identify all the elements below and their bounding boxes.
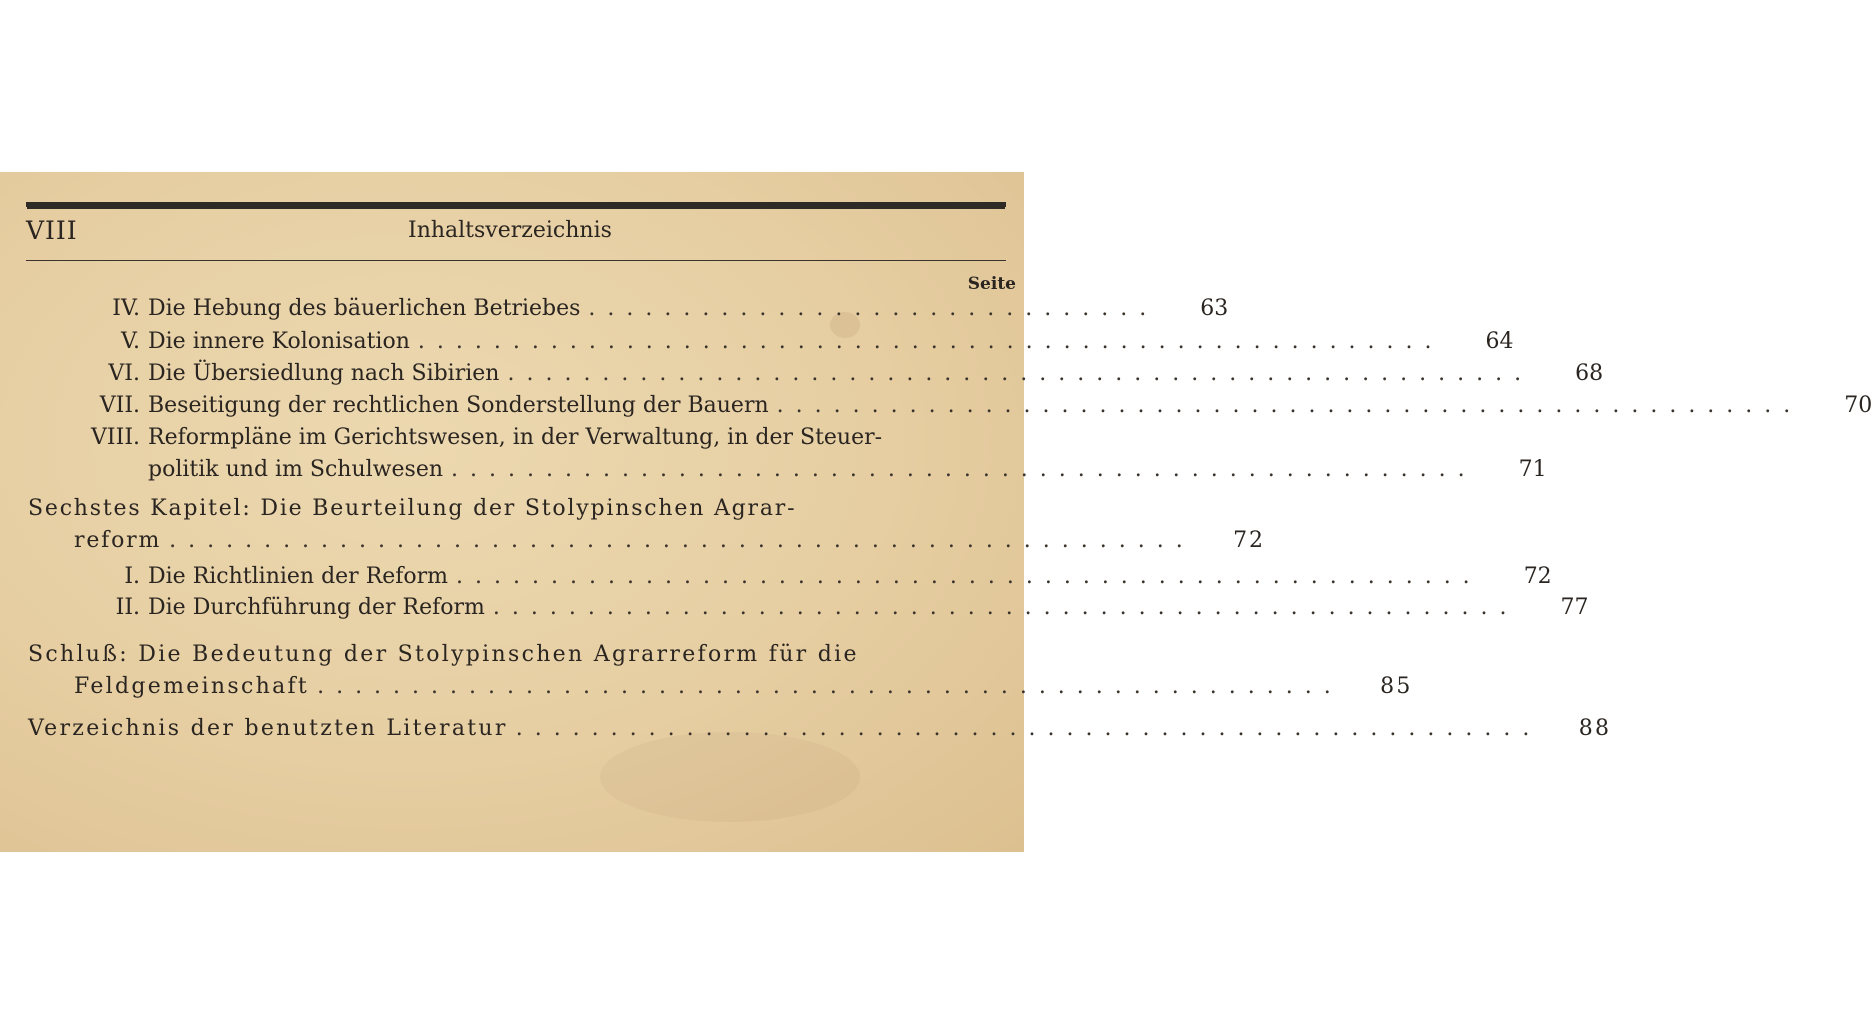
- conclusion-heading-continuation: [74, 674, 1413, 699]
- entry-number: IV.: [112, 296, 140, 321]
- seite-label: Seite: [967, 274, 1016, 294]
- entry-page: 70: [1844, 393, 1872, 418]
- literature-heading: [28, 716, 1612, 741]
- toc-entry: [60, 296, 1229, 321]
- entry-page: 64: [1485, 329, 1514, 354]
- dot-leader: ......................................................: [507, 361, 1534, 386]
- entry-number: VI.: [108, 361, 140, 386]
- toc-entry: [60, 595, 1589, 620]
- toc-entry: [60, 361, 1604, 386]
- page-folio: VIII: [26, 216, 78, 245]
- dot-leader: ......................................................: [776, 393, 1803, 418]
- dot-leader: ......................................................: [451, 457, 1477, 482]
- paper-stain: [600, 732, 860, 822]
- conclusion-heading: [28, 642, 958, 667]
- entry-page: 77: [1560, 595, 1589, 620]
- conclusion-title: Schluß: Die Bedeutung der Stolypinschen Agrarreform für die: [28, 642, 859, 667]
- top-rule: [26, 202, 1006, 207]
- header-rule: [26, 260, 1006, 261]
- toc-entry-continuation: [148, 457, 1547, 482]
- book-page: [0, 172, 1872, 852]
- entry-number: VII.: [99, 393, 140, 418]
- entry-title: Die Richtlinien der Reform: [148, 564, 449, 589]
- dot-leader: ......................................................: [492, 595, 1519, 620]
- chapter-heading: [28, 496, 958, 521]
- entry-number: II.: [115, 595, 140, 620]
- dot-leader: ......................................................: [317, 674, 1343, 699]
- dot-leader: ......................................................: [515, 716, 1542, 741]
- entry-page: 68: [1575, 361, 1604, 386]
- entry-title: Reformpläne im Gerichtswesen, in der Verwaltung, in der Steuer-: [148, 425, 883, 450]
- entry-title: Die Durchführung der Reform: [148, 595, 485, 620]
- toc-entry: [60, 564, 1552, 589]
- dot-leader: ......................................................: [456, 564, 1482, 589]
- toc-entry: [60, 425, 940, 450]
- entry-number: I.: [124, 564, 140, 589]
- entry-page: 72: [1523, 564, 1552, 589]
- entry-page: 71: [1518, 457, 1547, 482]
- entry-number: VIII.: [91, 425, 140, 450]
- toc-entry: [60, 329, 1514, 354]
- chapter-title: Sechstes Kapitel: Die Beurteilung der Stolypinschen Agrar-: [28, 496, 797, 521]
- chapter-page: 72: [1233, 528, 1265, 553]
- entry-title-continuation: politik und im Schulwesen: [148, 457, 444, 482]
- entry-page: 63: [1200, 296, 1229, 321]
- entry-title: Die innere Kolonisation: [148, 329, 410, 354]
- dot-leader: ......................................................: [169, 528, 1195, 553]
- running-head: Inhaltsverzeichnis: [408, 218, 612, 243]
- entry-title: Beseitigung der rechtlichen Sonderstellung der Bauern: [148, 393, 769, 418]
- toc-entry: [60, 393, 1872, 418]
- entry-title: Die Übersiedlung nach Sibirien: [148, 361, 500, 386]
- chapter-heading-continuation: [74, 528, 1265, 553]
- dot-leader: ......................................................: [417, 329, 1444, 354]
- conclusion-title-continuation: Feldgemeinschaft: [74, 674, 310, 699]
- literature-title: Verzeichnis der benutzten Literatur: [28, 716, 508, 741]
- entry-number: V.: [120, 329, 140, 354]
- entry-title: Die Hebung des bäuerlichen Betriebes: [148, 296, 581, 321]
- literature-page: 88: [1578, 716, 1612, 741]
- chapter-title-continuation: reform: [74, 528, 162, 553]
- conclusion-page: 85: [1380, 674, 1413, 699]
- dot-leader: ..............................: [588, 296, 1159, 321]
